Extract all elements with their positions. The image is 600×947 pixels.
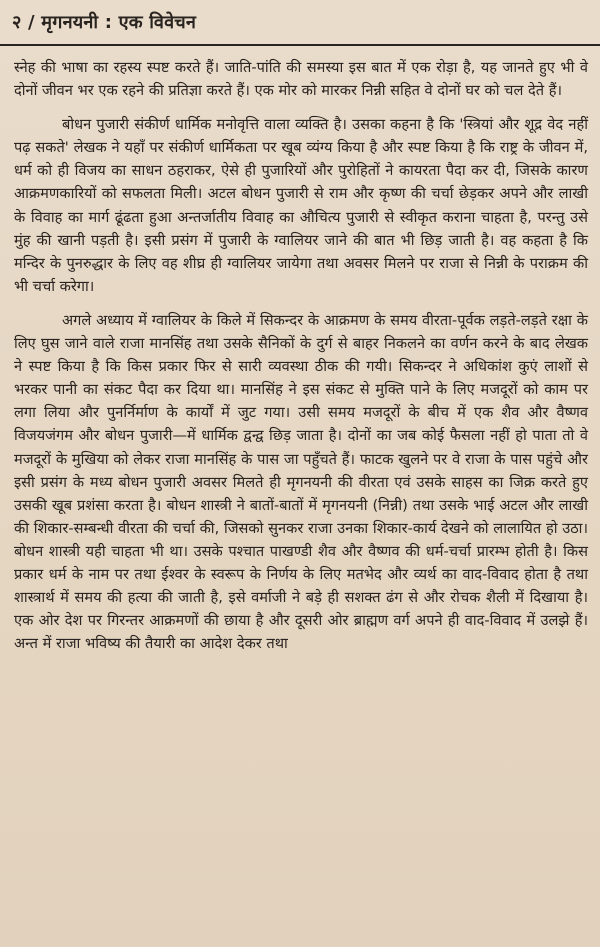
running-header: २ / मृगनयनी : एक विवेचन [12,12,197,33]
paragraph-1: स्नेह की भाषा का रहस्य स्पष्ट करते हैं। जाति-पांति की समस्या इस बात में एक रोड़ा है, यह जानते हुए भी वे दोनों जीवन भर एक रहने की प्रतिज्ञा करते हैं। एक मोर को मारकर निन्नी सहित वे दोनों घर को चल देते हैं। [14,59,588,100]
page-body [14,56,588,655]
paragraph-2: बोधन पुजारी संकीर्ण धार्मिक मनोवृत्ति वाला व्यक्ति है। उसका कहना है कि 'स्त्रियां और शूद्र वेद नहीं पढ़ सकते' लेखक ने यहाँ पर संकीर्ण धार्मिकता पर खूब व्यंग्य किया है और स्पष्ट किया है कि राष्ट्र के जीवन में, धर्म को ही विजय का साधन ठहराकर, ऐसे ही पुजारियों और पुरोहितों ने कायरता पैदा कर दी, जिसके कारण आक्रमणकारियों को सफलता मिली। अटल बोधन पुजारी से राम और कृष्ण की चर्चा छेड़कर अपने और लाखी के विवाह का मार्ग ढूंढता हुआ अन्तर्जातीय विवाह का औचित्य पुजारी से स्वीकृत कराना चाहता है, परन्तु उसे मुंह की खानी पड़ती है। इसी प्रसंग में पुजारी के ग्वालियर जाने की बात भी छिड़ जाती है। वह कहता है कि मन्दिर के पुनरुद्धार के लिए वह शीघ्र ही ग्वालियर जायेगा तथा अवसर मिलने पर राजा से निन्नी के पराक्रम की भी चर्चा करेगा। [14,116,588,295]
paragraph-3: अगले अध्याय में ग्वालियर के किले में सिकन्दर के आक्रमण के समय वीरता-पूर्वक लड़ते-लड़ते रक्षा के लिए घुस जाने वाले राजा मानसिंह तथा उसके सैनिकों के दुर्ग से बाहर निकलने का वर्णन करने के बाद लेखक ने स्पष्ट किया है कि किस प्रकार फिर से सारी व्यवस्था ठीक की गयी। सिकन्दर ने अधिकांश कुएं लाशों से भरकर पानी का संकट पैदा कर दिया था। मानसिंह ने इस संकट से मुक्ति पाने के लिए मजदूरों को काम पर लगा लिया और पुनर्निर्माण के कार्यों में जुट गया। उसी समय मजदूरों के बीच में एक शैव और वैष्णव विजयजंगम और बोधन पुजारी—में धार्मिक द्वन्द्व छिड़ जाता है। दोनों का जब कोई फैसला नहीं हो पाता तो वे मजदूरों के मुखिया को लेकर राजा मानसिंह के पास जा पहुँचते हैं। फाटक खुलने पर वे राजा के पास पहुंचे और इसी प्रसंग के मध्य बोधन पुजारी अवसर मिलते ही मृगनयनी की वीरता एवं उसके साहस का जिक्र करते हुए उसकी खूब प्रशंसा करता है। बोधन शास्त्री ने बातों-बातों में मृगनयनी (निन्नी) तथा उसके भाई अटल और लाखी की शिकार-सम्बन्धी वीरता की चर्चा की, जिसको सुनकर राजा उनका शिकार-कार्य देखने को लालायित हो उठा। बोधन शास्त्री यही चाहता भी था। उसके पश्चात पाखण्डी शैव और वैष्णव की धर्म-चर्चा प्रारम्भ होती है। किस प्रकार धर्म के नाम पर तथा ईश्वर के स्वरूप के निर्णय के लिए मतभेद और व्यर्थ का वाद-विवाद होता है तथा शास्त्रार्थ में समय की हत्या की जाती है, इसे वर्माजी ने बड़े ही सशक्त ढंग से और रोचक शैली में दिखाया है। एक ओर देश पर गिरन्तर आक्रमणों की छाया है और दूसरी ओर ब्राह्मण वर्ग अपने ही वाद-विवाद में उलझे हैं। अन्त में राजा भविष्य की तैयारी का आदेश देकर तथा [14,311,588,653]
header-rule [0,44,600,46]
